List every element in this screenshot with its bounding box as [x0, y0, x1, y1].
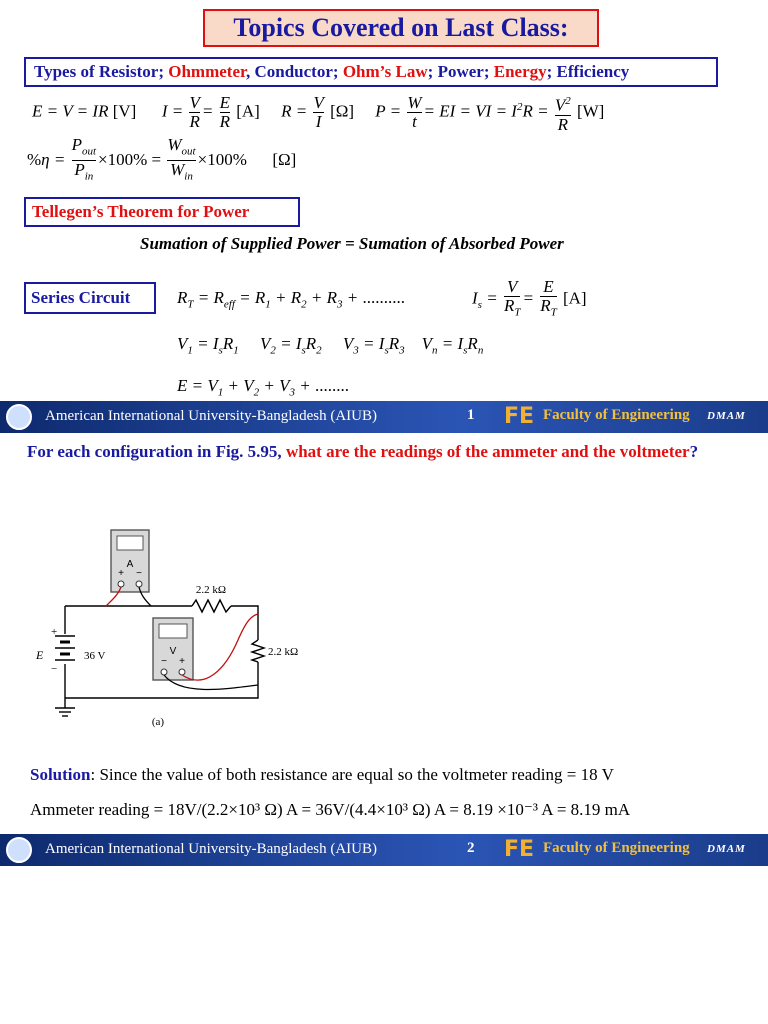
circuit-diagram — [20, 520, 320, 730]
series-circuit-label: Series Circuit — [24, 282, 156, 314]
figure-caption: (a) — [151, 716, 165, 728]
unit-ohm: [Ω] — [330, 101, 355, 121]
page-number: 2 — [467, 840, 475, 856]
question-text — [27, 440, 739, 464]
ammeter-plus: + — [118, 568, 124, 579]
topic-item: , Conductor; — [246, 62, 343, 81]
r1-value: 2.2 kΩ — [195, 584, 227, 596]
slide-footer — [0, 401, 768, 433]
unit-amp: [A] — [236, 101, 260, 121]
formula-row-1: E = V = IR [V] I = $\frac{V}{R}$ = $\frac{E}{R}$ [A] R = $\frac{V}{I}$ [Ω] P = $\frac{W}{t}$ = EI = VI = $I^2R$ = $\frac{V^2}{R}$ [W] — [32, 93, 605, 134]
r2-value: 2.2 kΩ — [268, 646, 299, 658]
ground-icon — [55, 708, 75, 716]
kvl-formula: $E = V_1 + V_2 + V_3$ + ........ — [177, 376, 349, 399]
ellipsis: .......... — [362, 288, 405, 307]
unit-amp: [A] — [562, 288, 587, 308]
unit-ohm: [Ω] — [272, 149, 297, 169]
ammeter-minus: − — [136, 568, 142, 579]
tellegen-label: Tellegen’s Theorem for Power — [24, 197, 300, 227]
aiub-logo-icon — [6, 404, 32, 430]
voltmeter-plus: + — [179, 656, 185, 667]
tellegen-statement: Sumation of Supplied Power = Sumation of Absorbed Power — [140, 234, 564, 253]
battery-icon — [55, 636, 75, 660]
page-number: 1 — [467, 407, 475, 423]
author-signature: DMAM — [707, 843, 746, 855]
resistor-r2 — [252, 640, 264, 662]
ammeter-reading: Ammeter reading = 18V/(2.2×10³ Ω) A = 36V/(4.4×10³ Ω) A = 8.19 ×10⁻³ A = 8.19 mA — [30, 800, 631, 819]
series-current-formula: $I_s$ = $\frac{V}{R_T}$ = $\frac{E}{R_T}$ [A] — [472, 278, 587, 321]
question-part: ? — [689, 442, 699, 461]
source-name: E — [36, 648, 44, 662]
ammeter-label: A — [126, 559, 134, 570]
unit-watt: [W] — [576, 101, 605, 121]
fe-logo: FE — [504, 837, 535, 862]
topics-list — [24, 57, 718, 87]
battery-minus: − — [51, 663, 58, 675]
fe-logo: FE — [504, 404, 535, 429]
slide-footer — [0, 834, 768, 866]
topic-item: Ohmmeter — [168, 62, 246, 81]
topic-item: ; Efficiency — [546, 62, 630, 81]
solution-label: Solution — [30, 765, 91, 784]
faculty-name: Faculty of Engineering — [543, 840, 690, 856]
voltmeter-minus: − — [161, 656, 167, 667]
university-name: American International University-Bangladesh (AIUB) — [45, 408, 377, 424]
battery-plus: + — [51, 626, 58, 638]
solution-text — [30, 765, 614, 785]
page-title: Topics Covered on Last Class: — [203, 9, 599, 47]
author-signature: DMAM — [707, 410, 746, 422]
topic-item: ; Power; — [427, 62, 494, 81]
series-voltage-formulas: $V_1 = I_sR_1$ $V_2 = I_sR_2$ $V_3 = I_sR_3$ $V_n = I_sR_n$ — [177, 334, 484, 357]
resistor-r1 — [192, 600, 231, 612]
unit-volt: [V] — [112, 101, 137, 121]
question-part: For each configuration in Fig. 5.95, — [27, 442, 286, 461]
aiub-logo-icon — [6, 837, 32, 863]
question-part: what are the readings of the ammeter and the voltmeter — [285, 442, 690, 461]
efficiency-formula: %η = $\frac{P_{out}}{P_{in}}$ ×100% = $\frac{W_{out}}{W_{in}}$ ×100% [Ω] — [27, 136, 296, 186]
topic-item: Types of Resistor; — [34, 62, 169, 81]
ellipsis: ........ — [314, 376, 349, 395]
solution-body: : Since the value of both resistance are equal so the voltmeter reading = 18 V — [90, 765, 614, 784]
ohm-law-formula: E = V = IR — [32, 101, 109, 121]
faculty-name: Faculty of Engineering — [543, 407, 690, 423]
topic-item: Ohm’s Law — [342, 62, 428, 81]
university-name: American International University-Bangladesh (AIUB) — [45, 841, 377, 857]
topic-item: Energy — [493, 62, 547, 81]
source-value: 36 V — [84, 650, 106, 662]
voltmeter-label: V — [169, 646, 177, 657]
series-resistance-formula: $R_T = R_{eff} = R_1 + R_2 + R_3$ + .......... — [177, 288, 405, 311]
